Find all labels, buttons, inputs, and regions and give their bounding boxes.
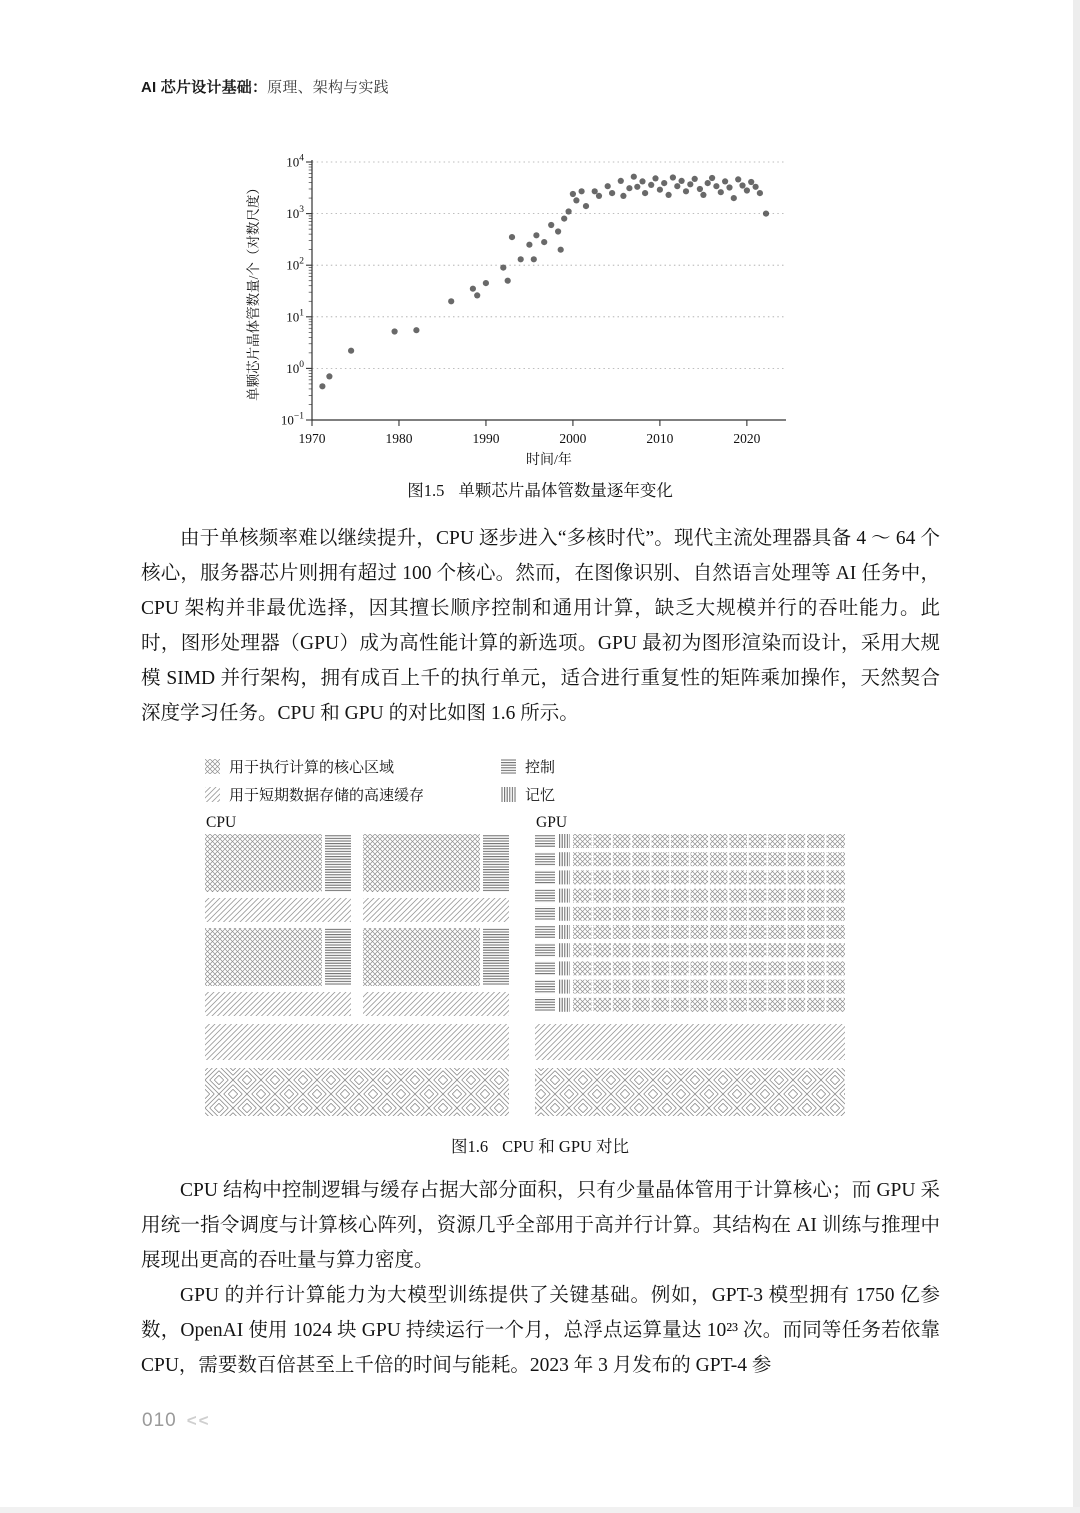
- svg-text:2000: 2000: [559, 431, 587, 446]
- svg-text:1970: 1970: [298, 431, 326, 446]
- transistor-scatter-chart: [240, 148, 800, 478]
- figure-1-6-caption: [0, 1133, 1080, 1157]
- svg-text:10−1: $10^{-1}$: [280, 411, 304, 428]
- svg-text:100: $10^0$: [286, 359, 304, 376]
- figure-1-6-caption-text: CPU 和 GPU 对比: [502, 1137, 630, 1156]
- running-header: [141, 76, 389, 97]
- body-paragraphs-2-3: [141, 1173, 940, 1383]
- legend-item-control: [501, 756, 865, 777]
- figure-1-6-legend: [205, 756, 865, 805]
- legend-label-control: 控制: [525, 760, 556, 776]
- control-pattern-swatch-icon: [501, 759, 516, 774]
- svg-text:1990: 1990: [472, 431, 500, 446]
- svg-text:104: $10^4$: [286, 153, 304, 170]
- book-subtitle: 原理、架构与实践: [267, 79, 389, 96]
- legend-label-memory: 记忆: [525, 788, 556, 804]
- figure-1-6-caption-label: 图1.6: [450, 1137, 489, 1156]
- svg-text:GPU: GPU: [536, 814, 568, 831]
- svg-text:102: $10^2$: [286, 256, 304, 273]
- paragraph-text: 由于单核频率难以继续提升，CPU 逐步进入“多核时代”。现代主流处理器具备 4 ～ 64 个核心，服务器芯片则拥有超过 100 个核心。然而，在图像识别、自然语言处理等 AI 任务中，CPU 架构并非最优选择，因其擅长顺序控制和通用计算，缺乏大规模并行的吞吐能力。此时，图形处理器（GPU）成为高性能计算的新选项。GPU 最初为图形渲染而设计，采用大规模 SIMD 并行架构，拥有成百上千的执行单元，适合进行重复性的矩阵乘加操作，天然契合深度学习任务。CPU 和 GPU 的对比如图 1.6 所示。: [141, 528, 940, 724]
- paragraph-text: GPU 的并行计算能力为大模型训练提供了关键基础。例如，GPT-3 模型拥有 1750 亿参数，OpenAI 使用 1024 块 GPU 持续运行一个月，总浮点运算量达 10²³ 次。而同等任务若依靠 CPU，需要数百倍甚至上千倍的时间与能耗。2023 年 3 月发布的 GPT-4 参: [141, 1285, 940, 1376]
- page-footer: [142, 1410, 211, 1432]
- legend-label-cache: 用于短期数据存储的高速缓存: [229, 788, 425, 804]
- paragraph-text: CPU 结构中控制逻辑与缓存占据大部分面积，只有少量晶体管用于计算核心；而 GPU 采用统一指令调度与计算核心阵列，资源几乎全部用于高并行计算。其结构在 AI 训练与推理中展现出更高的吞吐量与算力密度。: [141, 1180, 940, 1271]
- legend-label-core: 用于执行计算的核心区域: [229, 760, 395, 776]
- legend-item-cache: [205, 784, 501, 805]
- legend-item-memory: [501, 784, 865, 805]
- cpu-gpu-architecture-diagram: [205, 814, 865, 1118]
- figure-1-6: [205, 756, 865, 1118]
- core-pattern-swatch-icon: [205, 759, 220, 774]
- svg-text:103: $10^3$: [286, 205, 304, 222]
- svg-text:2010: 2010: [646, 431, 674, 446]
- body-paragraph-1: [141, 521, 940, 731]
- cache-pattern-swatch-icon: [205, 787, 220, 802]
- svg-text:2020: 2020: [733, 431, 761, 446]
- svg-text:101: $10^1$: [286, 308, 304, 325]
- page-edge-right: [1073, 0, 1080, 1513]
- memory-pattern-swatch-icon: [501, 787, 516, 802]
- book-title: AI 芯片设计基础：: [141, 79, 268, 96]
- legend-item-core: [205, 756, 501, 777]
- page-edge-bottom: [0, 1507, 1080, 1513]
- page-number: 010: [142, 1410, 177, 1431]
- svg-text:CPU: CPU: [206, 814, 237, 831]
- footer-chevrons-icon: <<: [186, 1411, 211, 1430]
- figure-1-5-chart: [240, 148, 800, 478]
- svg-text:单颗芯片晶体管数量/个（对数尺度）: 单颗芯片晶体管数量/个（对数尺度）: [246, 181, 261, 401]
- figure-1-5-caption-text: 单颗芯片晶体管数量逐年变化: [458, 481, 673, 500]
- figure-1-5-caption-label: 图1.5: [407, 481, 445, 500]
- svg-text:时间/年: 时间/年: [526, 453, 572, 468]
- svg-text:1980: 1980: [385, 431, 413, 446]
- figure-1-5-caption: [0, 477, 1080, 501]
